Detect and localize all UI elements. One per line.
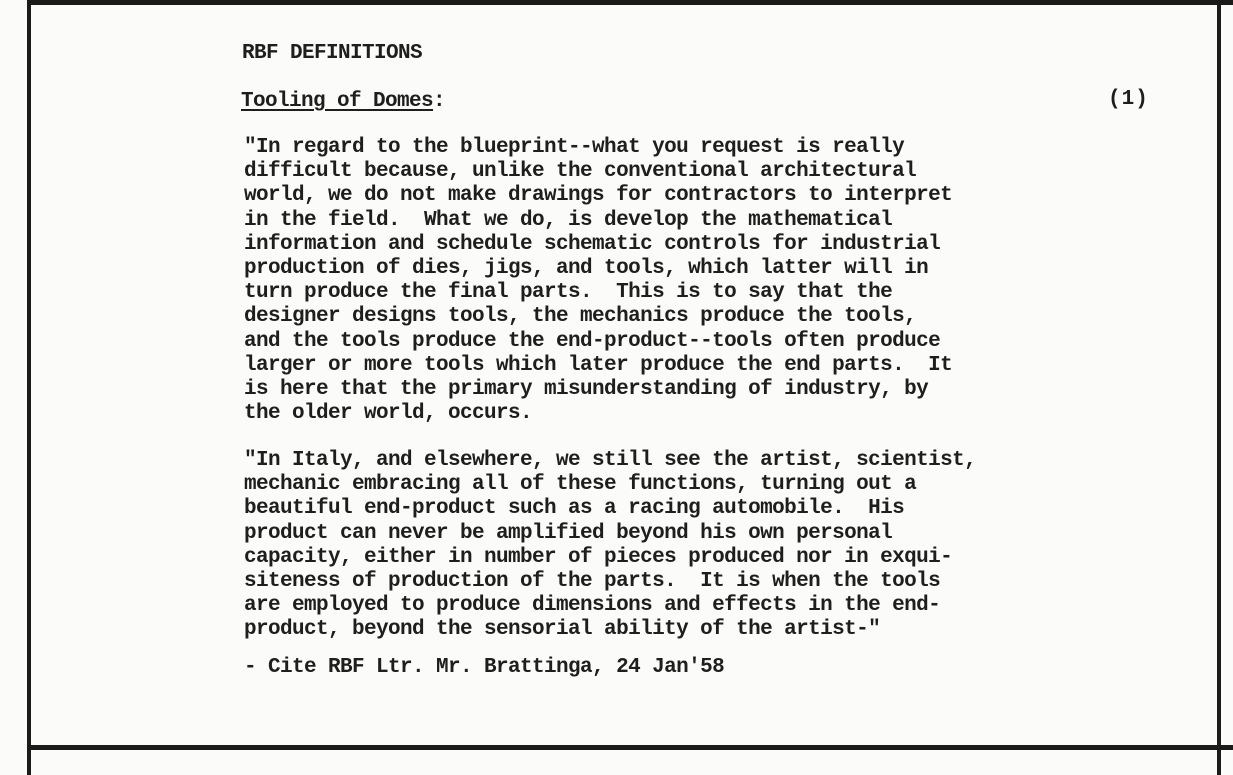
paragraph-line: designer designs tools, the mechanics produce the tools,	[244, 305, 917, 329]
paragraph-line: the older world, occurs.	[244, 402, 533, 426]
paragraph-line: "In regard to the blueprint--what you request is really	[244, 136, 905, 159]
right-border-rule	[1217, 0, 1221, 775]
top-border-rule	[29, 0, 1233, 5]
section-title-colon: :	[433, 90, 446, 113]
paragraph-line: and the tools produce the end-product--tools often produce	[244, 329, 941, 353]
paragraph-line: mechanic embracing all of these functions, turning out a	[244, 473, 917, 497]
document-heading: RBF DEFINITIONS	[242, 42, 423, 65]
paragraph-line: product can never be amplified beyond his own personal	[244, 521, 893, 545]
paragraph-line: production of dies, jigs, and tools, which latter will in	[244, 257, 929, 281]
section-title	[241, 90, 445, 114]
paragraph-line: are employed to produce dimensions and effects in the end-	[244, 594, 941, 618]
paragraph-line: world, we do not make drawings for contractors to interpret	[244, 184, 953, 208]
paragraph-line: beautiful end-product such as a racing automobile. His	[244, 497, 905, 521]
paragraph-line: turn produce the final parts. This is to say that the	[244, 281, 893, 305]
quote-paragraph-2	[244, 449, 976, 643]
paragraph-line: is here that the primary misunderstanding of industry, by	[244, 378, 929, 402]
left-border-rule	[27, 0, 31, 775]
page-number: (1)	[1108, 88, 1149, 111]
quote-paragraph-1	[244, 136, 952, 426]
citation: - Cite RBF Ltr. Mr. Brattinga, 24 Jan'58	[244, 656, 725, 679]
bottom-border-rule	[29, 745, 1233, 750]
section-title-text: Tooling of Domes	[241, 90, 434, 113]
paragraph-line: information and schedule schematic controls for industrial	[244, 232, 941, 256]
paragraph-line: product, beyond the sensorial ability of the artist-"	[244, 618, 881, 642]
paragraph-line: siteness of production of the parts. It is when the tools	[244, 570, 941, 594]
paragraph-line: "In Italy, and elsewhere, we still see the artist, scientist,	[244, 449, 977, 472]
paragraph-line: difficult because, unlike the conventional architectural	[244, 160, 917, 184]
paragraph-line: larger or more tools which later produce the end parts. It	[244, 353, 953, 377]
paragraph-line: capacity, either in number of pieces produced nor in exqui-	[244, 545, 953, 569]
paragraph-line: in the field. What we do, is develop the mathematical	[244, 208, 893, 232]
